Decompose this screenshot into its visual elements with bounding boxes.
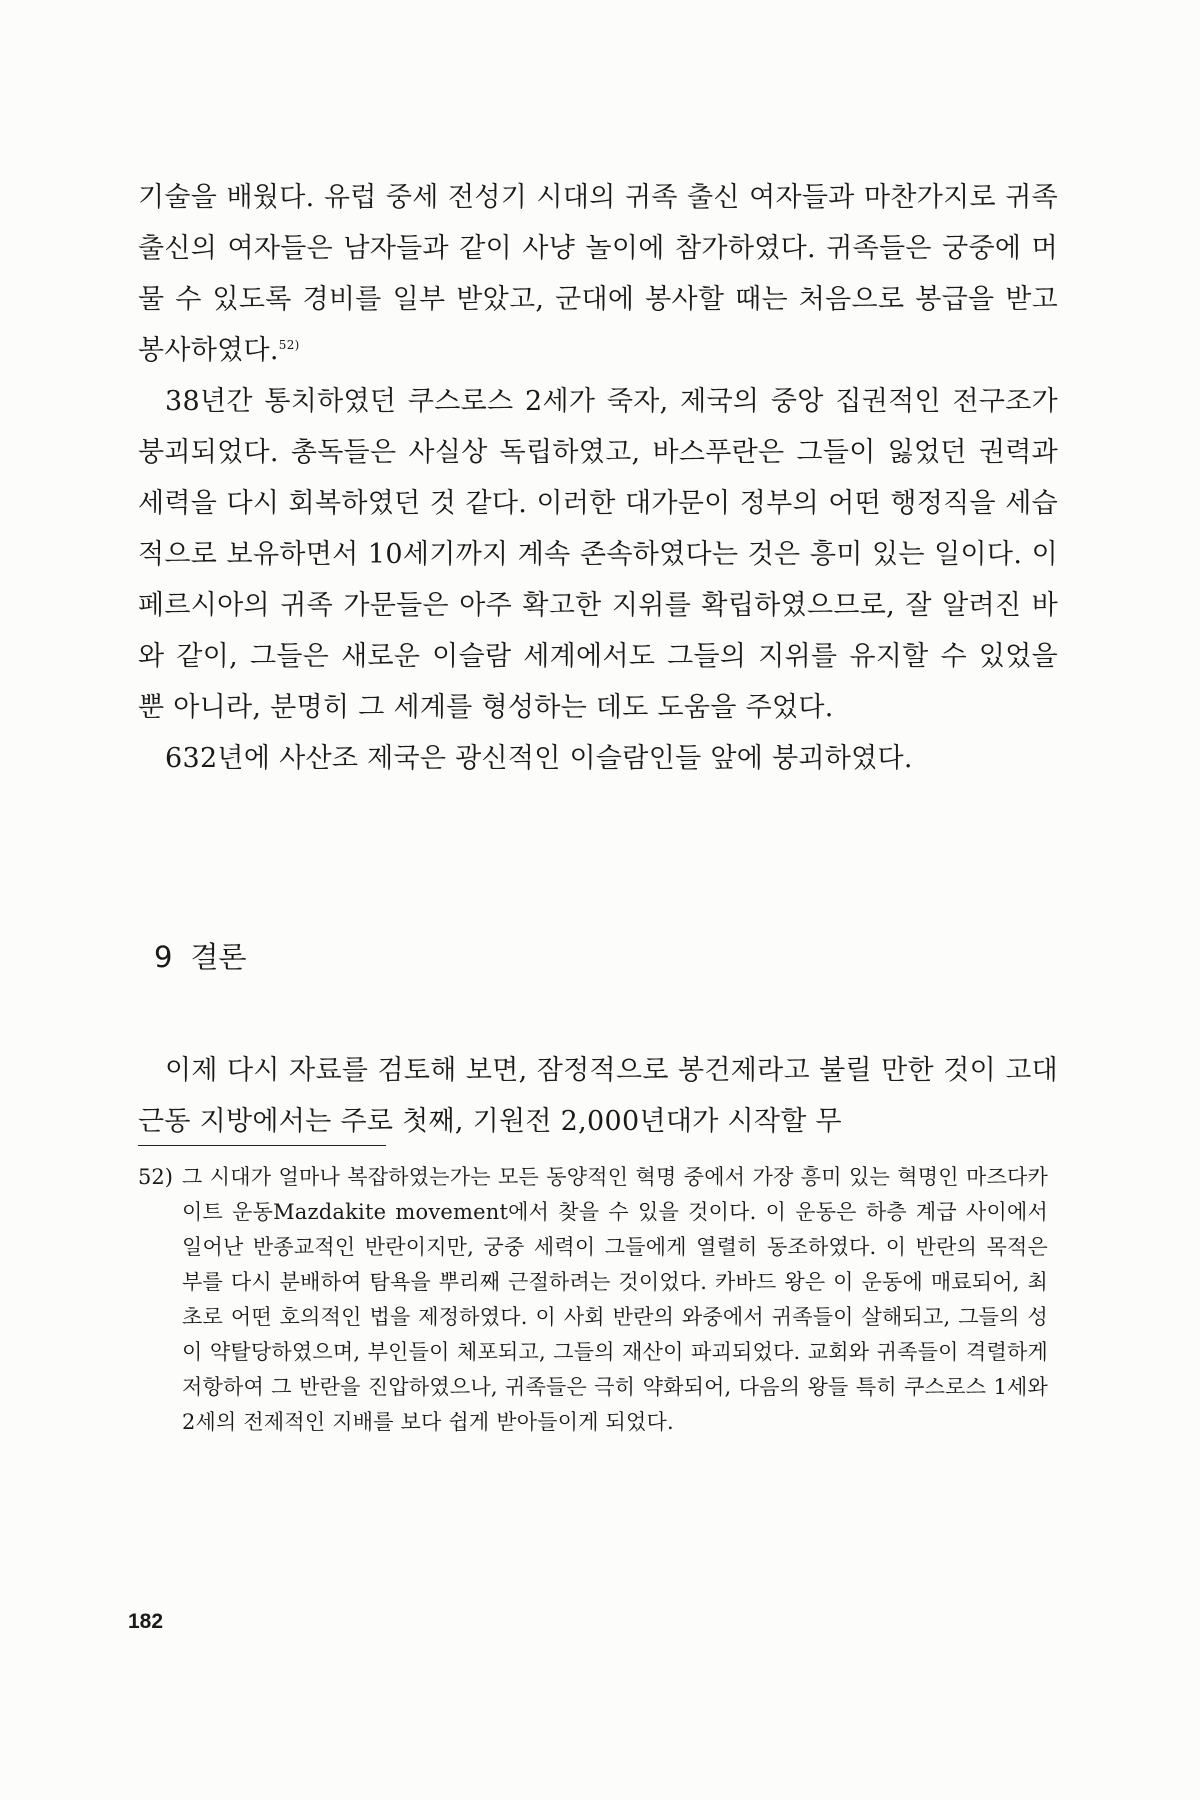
section-heading — [154, 935, 246, 976]
footnote-divider — [138, 1145, 386, 1146]
section-title: 결론 — [190, 940, 247, 974]
footnote — [138, 1160, 1048, 1440]
section-body — [138, 1045, 1058, 1147]
footnote-reference: 52) — [278, 338, 300, 352]
footnote-number: 52) — [138, 1165, 173, 1189]
paragraph-2: 38년간 통치하였던 쿠스로스 2세가 죽자, 제국의 중앙 집권적인 전구조가 붕괴되었다. 총독들은 사실상 독립하였고, 바스푸란은 그들이 잃었던 권력과 세력을 다시 회복하였던 것 같다. 이러한 대가문이 정부의 어떤 행정직을 세습적으로 보유하면서 10세기까지 계속 존속하였다는 것은 흥미 있는 일이다. 이 페르시아의 귀족 가문들은 아주 확고한 지위를 확립하였으므로, 잘 알려진 바와 같이, 그들은 새로운 이슬람 세계에서도 그들의 지위를 유지할 수 있었을 뿐 아니라, 분명히 그 세계를 형성하는 데도 도움을 주었다. — [138, 386, 1058, 723]
section-paragraph: 이제 다시 자료를 검토해 보면, 잠정적으로 봉건제라고 불릴 만한 것이 고대 근동 지방에서는 주로 첫째, 기원전 2,000년대가 시작할 무 — [138, 1055, 1058, 1137]
section-number: 9 — [154, 940, 173, 974]
paragraph-3: 632년에 사산조 제국은 광신적인 이슬람인들 앞에 붕괴하였다. — [165, 743, 913, 774]
body-text — [138, 172, 1058, 784]
page-number: 182 — [128, 1610, 164, 1633]
paragraph-1: 기술을 배웠다. 유럽 중세 전성기 시대의 귀족 출신 여자들과 마찬가지로 귀족 출신의 여자들은 남자들과 같이 사냥 놀이에 참가하였다. 귀족들은 궁중에 머물 수 있도록 경비를 일부 받았고, 군대에 봉사할 때는 처음으로 봉급을 받고 봉사하였다.$^{52)}$ — [138, 182, 1058, 366]
footnote-text: 그 시대가 얼마나 복잡하였는가는 모든 동양적인 혁명 중에서 가장 흥미 있는 혁명인 마즈다카이트 운동Mazdakite movement에서 찾을 수 있을 것이다. 이 운동은 하층 계급 사이에서 일어난 반종교적인 반란이지만, 궁중 세력이 그들에게 열렬히 동조하였다. 이 반란의 목적은 부를 다시 분배하여 탐욕을 뿌리째 근절하려는 것이었다. 카바드 왕은 이 운동에 매료되어, 최초로 어떤 호의적인 법을 제정하였다. 이 사회 반란의 와중에서 귀족들이 살해되고, 그들의 성이 약탈당하였으며, 부인들이 체포되고, 그들의 재산이 파괴되었다. 교회와 귀족들이 격렬하게 저항하여 그 반란을 진압하였으나, 귀족들은 극히 약화되어, 다음의 왕들 특히 쿠스로스 1세와 2세의 전제적인 지배를 보다 쉽게 받아들이게 되었다. — [182, 1165, 1048, 1434]
